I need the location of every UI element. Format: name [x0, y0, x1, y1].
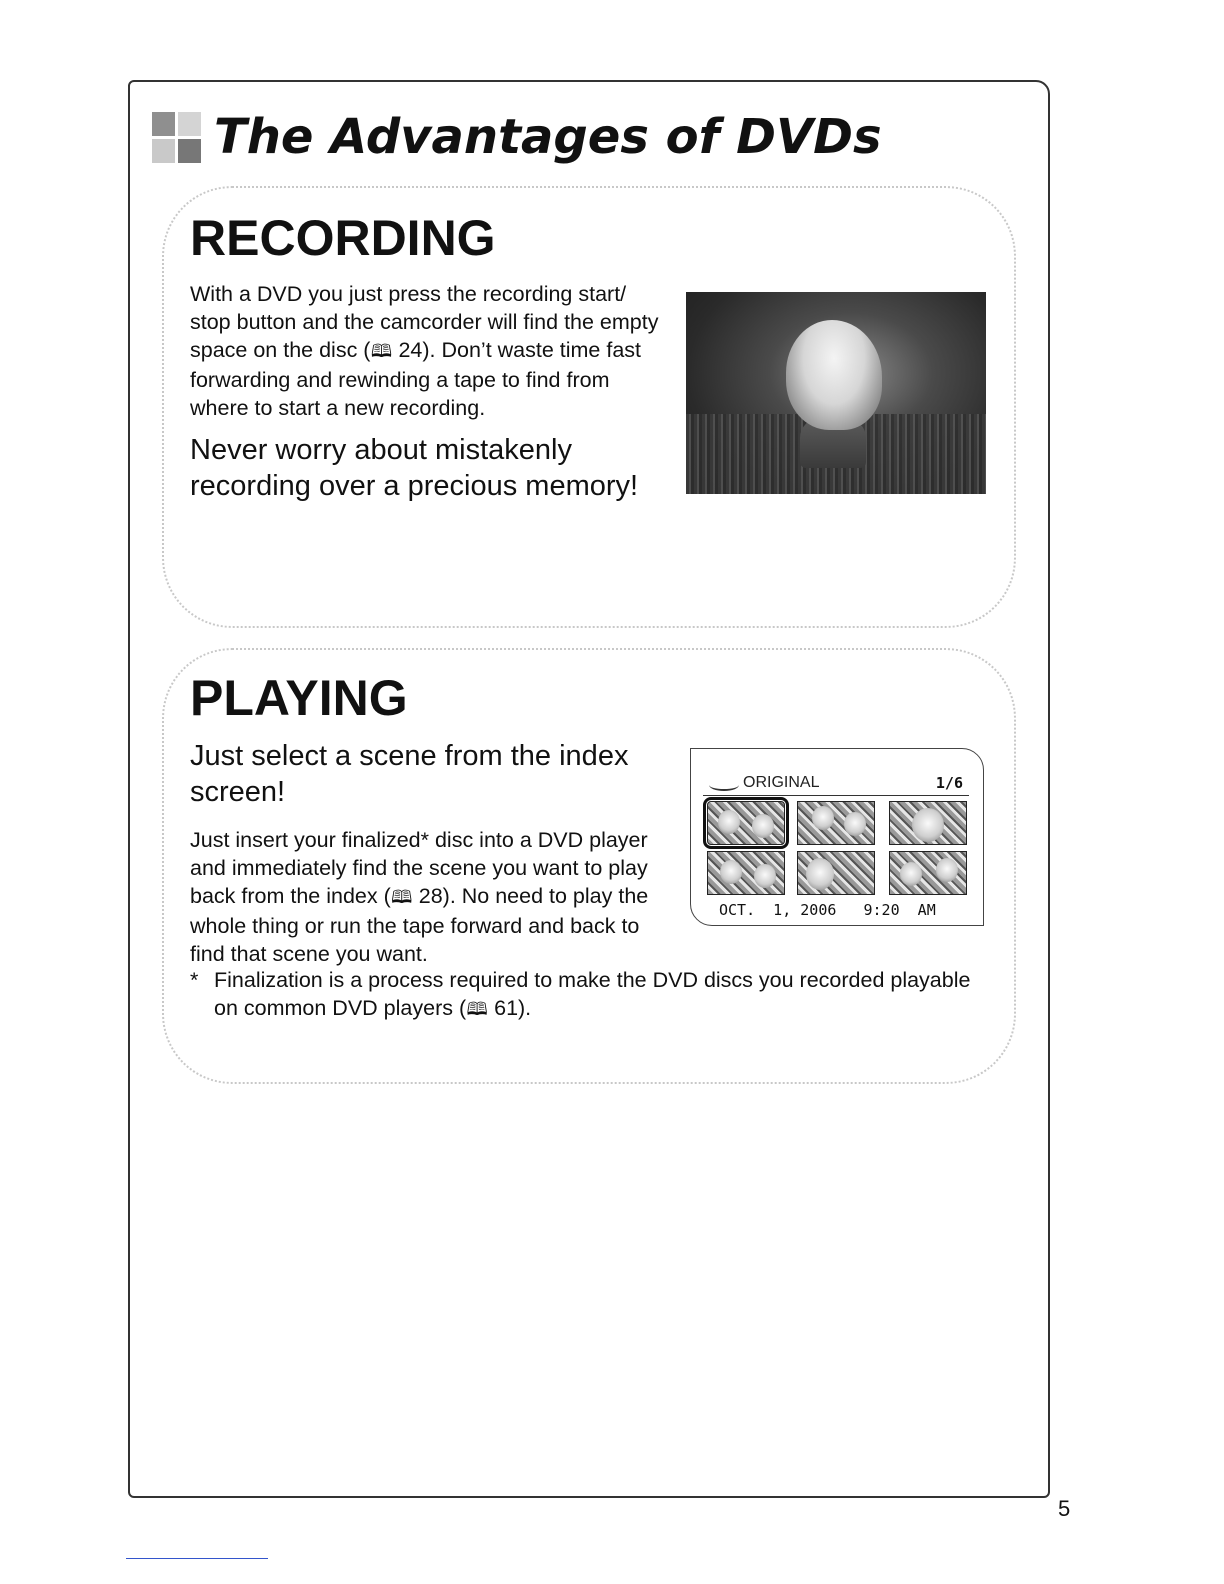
recording-body-line: where to start a new recording. — [190, 396, 486, 420]
playing-lead — [190, 738, 670, 810]
playing-body-line: find that scene you want. — [190, 942, 428, 966]
playing-lead-line: Just select a scene from the index — [190, 740, 629, 772]
recording-lead-line: recording over a precious memory! — [190, 470, 639, 502]
playing-body-line — [190, 882, 670, 912]
index-page-counter: 1/6 — [935, 774, 963, 792]
page-number: 5 — [1058, 1496, 1071, 1521]
playing-body-text: back from the index ( — [190, 884, 391, 908]
playing-page-ref: 28). No need to play the — [418, 884, 649, 908]
index-datetime — [719, 901, 936, 919]
title-squares-icon — [152, 112, 202, 164]
book-reference-icon: 🕮 — [466, 999, 488, 1020]
dog-figure — [786, 320, 882, 430]
recording-body-line: With a DVD you just press the recording start/ — [190, 282, 627, 306]
playing-body-line: whole thing or run the tape forward and back to — [190, 914, 640, 938]
index-thumbnail[interactable] — [889, 851, 967, 895]
recording-body-line: forwarding and rewinding a tape to find from — [190, 368, 610, 392]
footnote-line — [190, 994, 1000, 1024]
book-reference-icon: 🕮 — [391, 887, 413, 908]
recording-body-line — [190, 336, 670, 366]
playing-body-line: Just insert your finalized* disc into a DVD player — [190, 828, 648, 852]
recording-body — [190, 280, 670, 422]
dog-photo — [686, 292, 986, 494]
page-title: The Advantages of DVDs — [214, 109, 882, 165]
recording-body-line: stop button and the camcorder will find the empty — [190, 310, 659, 334]
recording-heading: RECORDING — [190, 210, 496, 266]
index-thumbnail[interactable] — [707, 851, 785, 895]
playing-lead-line: screen! — [190, 776, 286, 808]
footnote-marker: * — [190, 968, 199, 992]
playing-body — [190, 826, 670, 968]
footnote-text: on common DVD players ( — [214, 996, 467, 1020]
playing-heading: PLAYING — [190, 670, 408, 726]
recording-page-ref: 24). Don’t waste time fast — [398, 338, 642, 362]
footnote-line: Finalization is a process required to make the DVD discs you recorded playable — [214, 968, 971, 992]
index-label: ORIGINAL — [743, 774, 820, 791]
book-reference-icon: 🕮 — [370, 341, 393, 362]
index-thumbnail[interactable] — [797, 801, 875, 845]
index-screen — [690, 748, 984, 926]
recording-lead-line: Never worry about mistakenly — [190, 434, 572, 466]
disc-icon — [709, 779, 739, 791]
footnote — [190, 966, 1000, 1024]
index-date: OCT. 1, 2006 — [719, 901, 837, 919]
index-header — [703, 773, 969, 796]
recording-body-text: space on the disc ( — [190, 338, 371, 362]
index-thumbnail-selected[interactable] — [707, 801, 785, 845]
index-thumbnail[interactable] — [797, 851, 875, 895]
playing-body-line: and immediately find the scene you want to play — [190, 856, 648, 880]
index-thumbnail[interactable] — [889, 801, 967, 845]
bottom-rule — [126, 1558, 268, 1559]
index-time: 9:20 AM — [863, 901, 936, 919]
recording-lead — [190, 432, 670, 504]
footnote-page-ref: 61). — [494, 996, 532, 1020]
